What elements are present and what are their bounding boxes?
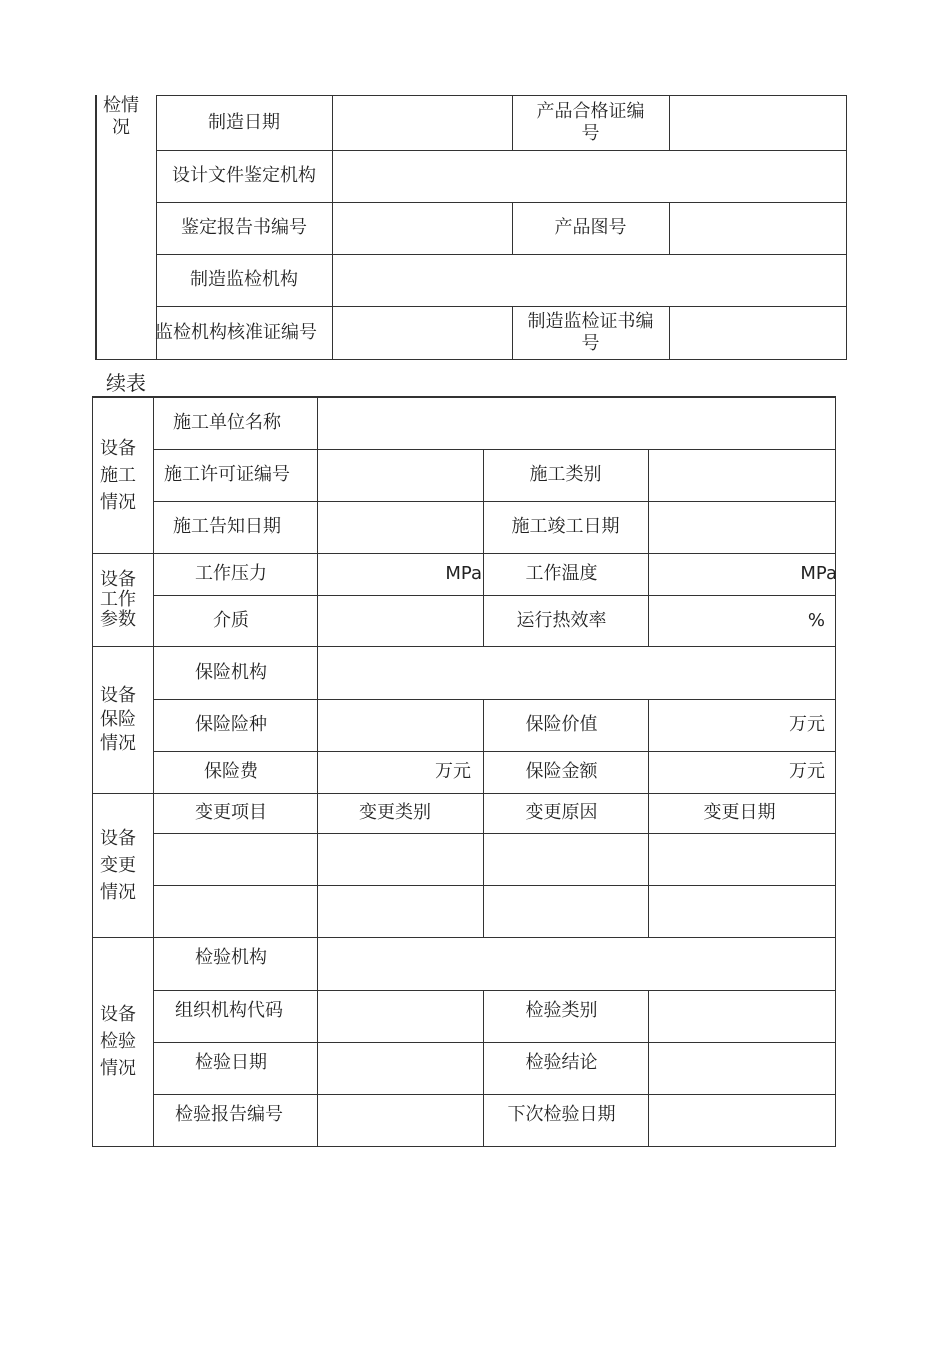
change-row-2-item-field[interactable] — [153, 885, 317, 937]
manufacture-supervision-org-field[interactable] — [332, 254, 846, 306]
insurance-fee-field[interactable]: 万元 — [435, 761, 471, 782]
insurance-amount-label: 保险金额 — [525, 761, 598, 782]
inspection-report-no-label: 检验报告编号 — [175, 1104, 283, 1125]
inspection-report-no-field[interactable] — [317, 1094, 483, 1146]
inspection-conclusion-field[interactable] — [648, 1042, 835, 1094]
inspection-org-label: 检验机构 — [195, 947, 267, 968]
working-pressure-label: 工作压力 — [195, 563, 267, 584]
insurance-amount-field[interactable]: 万元 — [789, 761, 825, 782]
product-cert-no-field[interactable] — [669, 95, 846, 150]
inspection-date-field[interactable] — [317, 1042, 483, 1094]
insurance-type-field[interactable] — [317, 699, 483, 751]
construction-notice-date-field[interactable] — [317, 501, 483, 553]
appraisal-report-no-label: 鉴定报告书编号 — [181, 217, 307, 238]
construction-permit-no-label: 施工许可证编号 — [164, 464, 290, 485]
inspection-conclusion-label: 检验结论 — [525, 1052, 598, 1073]
change-row-2-date-field[interactable] — [648, 885, 835, 937]
product-drawing-no-field[interactable] — [669, 202, 846, 254]
working-pressure-field[interactable]: MPa — [445, 563, 482, 584]
manufacture-date-field[interactable] — [332, 95, 512, 150]
design-appraisal-org-label: 设计文件鉴定机构 — [172, 165, 316, 186]
change-row-1-item-field[interactable] — [153, 833, 317, 885]
continued-label: 续表 — [106, 371, 146, 395]
construction-unit-name-field[interactable] — [317, 397, 835, 449]
manufacture-supervision-cert-no-label: 制造监检证书编 号 — [527, 310, 654, 354]
inspection-group-label: 设备 检验 情况 — [100, 1004, 136, 1079]
insurance-org-label: 保险机构 — [195, 661, 267, 683]
change-row-1-type-field[interactable] — [317, 833, 483, 885]
thermal-efficiency-label: 运行热效率 — [516, 609, 607, 631]
construction-notice-date-label: 施工告知日期 — [173, 516, 281, 537]
construction-completion-date-field[interactable] — [648, 501, 835, 553]
thermal-efficiency-field[interactable]: % — [807, 609, 825, 631]
changes-group-label: 设备 变更 情况 — [100, 827, 136, 903]
inspection-org-field[interactable] — [317, 937, 835, 990]
change-type-header: 变更类别 — [359, 802, 431, 823]
parameters-group-label: 设备 工作 参数 — [100, 568, 136, 630]
change-row-2-type-field[interactable] — [317, 885, 483, 937]
supervision-org-approval-no-field[interactable] — [332, 306, 512, 359]
change-row-2-reason-field[interactable] — [483, 885, 648, 937]
next-inspection-date-field[interactable] — [648, 1094, 835, 1146]
inspection-status-group-label: 检情 况 — [103, 95, 139, 138]
change-reason-header: 变更原因 — [525, 802, 598, 823]
insurance-group-label: 设备 保险 情况 — [100, 684, 136, 754]
working-temperature-field[interactable]: MPa — [800, 563, 837, 584]
working-temperature-label: 工作温度 — [525, 563, 598, 584]
inspection-type-field[interactable] — [648, 990, 835, 1042]
product-drawing-no-label: 产品图号 — [554, 217, 627, 238]
construction-type-label: 施工类别 — [529, 464, 602, 485]
inspection-date-label: 检验日期 — [195, 1052, 267, 1073]
insurance-org-field[interactable] — [317, 646, 835, 699]
manufacture-supervision-org-label: 制造监检机构 — [190, 269, 298, 290]
org-code-label: 组织机构代码 — [175, 1000, 283, 1021]
insurance-type-label: 保险险种 — [195, 714, 267, 735]
inspection-type-label: 检验类别 — [525, 1000, 598, 1021]
manufacture-supervision-cert-no-field[interactable] — [669, 306, 846, 359]
design-appraisal-org-field[interactable] — [332, 150, 846, 202]
construction-unit-name-label: 施工单位名称 — [173, 412, 281, 433]
manufacture-date-label: 制造日期 — [208, 111, 280, 133]
change-date-header: 变更日期 — [703, 802, 776, 823]
insurance-fee-label: 保险费 — [204, 761, 258, 782]
appraisal-report-no-field[interactable] — [332, 202, 512, 254]
insurance-value-label: 保险价值 — [525, 714, 598, 735]
change-row-1-date-field[interactable] — [648, 833, 835, 885]
construction-permit-no-field[interactable] — [317, 449, 483, 501]
org-code-field[interactable] — [317, 990, 483, 1042]
medium-label: 介质 — [213, 609, 249, 631]
product-cert-no-label: 产品合格证编 号 — [536, 100, 645, 144]
change-item-header: 变更项目 — [195, 802, 267, 823]
construction-group-label: 设备 施工 情况 — [100, 437, 136, 513]
insurance-value-field[interactable]: 万元 — [789, 714, 825, 735]
medium-field[interactable] — [317, 595, 483, 646]
construction-type-field[interactable] — [648, 449, 835, 501]
change-row-1-reason-field[interactable] — [483, 833, 648, 885]
construction-completion-date-label: 施工竣工日期 — [511, 516, 620, 537]
next-inspection-date-label: 下次检验日期 — [507, 1104, 616, 1125]
supervision-org-approval-no-label: 监检机构核准证编号 — [155, 321, 317, 343]
